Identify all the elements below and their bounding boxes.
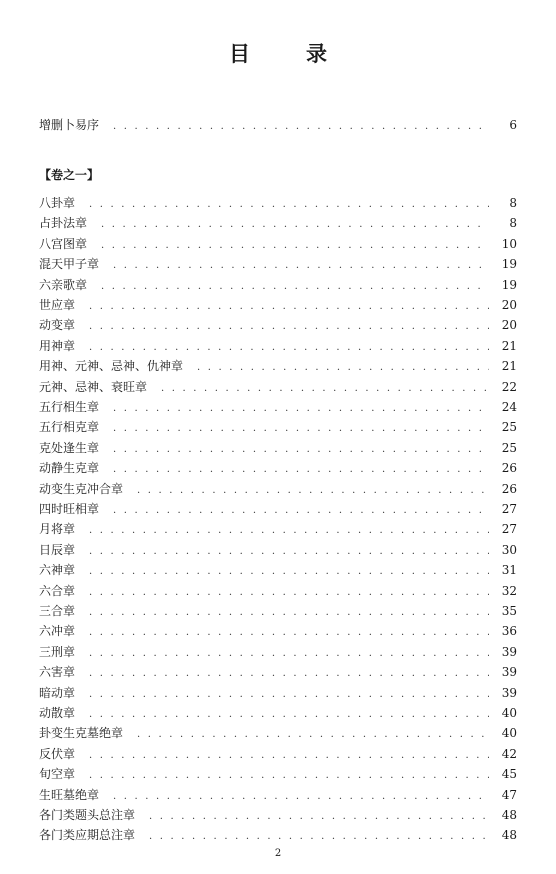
leader-dots: [113, 402, 489, 416]
leader-dots: [89, 708, 489, 722]
leader-dots: [89, 320, 489, 334]
toc-entry[interactable]: [39, 298, 517, 314]
toc-entry-page: 36: [501, 624, 517, 639]
toc-entry-page: 42: [501, 746, 517, 761]
toc-entry[interactable]: [39, 359, 517, 375]
toc-entry[interactable]: [39, 726, 517, 742]
toc-entry[interactable]: [39, 604, 517, 620]
toc-entry-label: 各门类应期总注章: [39, 828, 136, 843]
toc-entry-label: 动变生克冲合章: [39, 481, 124, 496]
toc-entry[interactable]: [39, 584, 517, 600]
toc-entry-page: 24: [501, 400, 517, 414]
toc-entry-label: 元神、忌神、衰旺章: [39, 379, 148, 394]
toc-entry[interactable]: [39, 278, 517, 294]
toc-entry-page: 25: [501, 440, 517, 455]
title-char-1: 目: [229, 42, 250, 66]
toc-entry[interactable]: [39, 400, 517, 416]
toc-entry-label: 增删卜易序: [39, 118, 100, 132]
toc-entry-label: 用神章: [39, 338, 76, 353]
leader-dots: [89, 586, 489, 600]
toc-entry-page: 48: [501, 808, 517, 822]
toc-entry-page: 22: [501, 379, 517, 394]
toc-entry-page: 8: [509, 216, 517, 231]
toc-entry-label: 五行相生章: [39, 400, 100, 414]
toc-entry-label: 生旺墓绝章: [39, 787, 100, 802]
toc-entry-page: 47: [501, 787, 517, 802]
leader-dots: [89, 626, 489, 640]
toc-entry[interactable]: [39, 563, 517, 579]
toc-entry-page: 6: [509, 118, 517, 132]
leader-dots: [89, 606, 489, 620]
toc-entry[interactable]: [39, 318, 517, 334]
toc-entry[interactable]: [39, 808, 517, 824]
toc-entry[interactable]: [39, 380, 517, 396]
toc-entry-page: 19: [501, 257, 517, 272]
leader-dots: [89, 565, 489, 579]
toc-entry[interactable]: [39, 216, 517, 232]
toc-entry-label: 动散章: [39, 706, 76, 720]
toc-entry-page: 32: [501, 583, 517, 598]
leader-dots: [161, 382, 489, 396]
toc-entry-page: 40: [501, 706, 517, 720]
toc-entry-label: 世应章: [39, 298, 76, 312]
leader-dots: [89, 667, 489, 681]
toc-entry-page: 27: [501, 502, 517, 516]
toc-entry-label: 六冲章: [39, 624, 76, 639]
toc-entry-page: 26: [501, 461, 517, 476]
toc-entry[interactable]: [39, 767, 517, 783]
toc-entry-label: 八卦章: [39, 196, 76, 210]
page-number: 2: [274, 848, 282, 859]
title-char-2: 录: [306, 42, 327, 66]
toc-entry-preface[interactable]: [39, 118, 517, 134]
toc-entry-page: 30: [501, 542, 517, 557]
toc-entry-label: 动静生克章: [39, 461, 100, 476]
leader-dots: [89, 198, 489, 212]
toc-entry-page: 39: [501, 685, 517, 700]
leader-dots: [89, 647, 489, 661]
toc-entry-label: 克处逢生章: [39, 440, 100, 455]
toc-entry[interactable]: [39, 461, 517, 477]
toc-entry-label: 月将章: [39, 522, 76, 537]
toc-entry[interactable]: [39, 788, 517, 804]
toc-entry-label: 混天甲子章: [39, 257, 100, 272]
toc-entry[interactable]: [39, 665, 517, 681]
section-heading: 【卷之一】: [39, 168, 100, 182]
leader-dots: [101, 239, 489, 253]
toc-entry[interactable]: [39, 828, 517, 844]
toc-entry[interactable]: [39, 522, 517, 538]
leader-dots: [197, 361, 489, 375]
toc-entry[interactable]: [39, 237, 517, 253]
leader-dots: [113, 422, 489, 436]
toc-entry[interactable]: [39, 196, 517, 212]
toc-entry-page: 45: [501, 767, 517, 782]
toc-entry-label: 五行相克章: [39, 420, 100, 435]
toc-entry-label: 三刑章: [39, 644, 76, 659]
leader-dots: [113, 259, 489, 273]
leader-dots: [113, 120, 489, 134]
toc-entry-label: 三合章: [39, 604, 76, 618]
leader-dots: [89, 300, 489, 314]
toc-entry-page: 48: [501, 828, 517, 843]
toc-entry-page: 39: [501, 644, 517, 659]
toc-entry[interactable]: [39, 441, 517, 457]
toc-entry-page: 10: [501, 236, 517, 251]
toc-entry[interactable]: [39, 706, 517, 722]
leader-dots: [101, 280, 489, 294]
leader-dots: [149, 830, 489, 844]
leader-dots: [101, 218, 489, 232]
toc-entry-label: 八宫图章: [39, 236, 88, 251]
leader-dots: [113, 443, 489, 457]
toc-entry[interactable]: [39, 686, 517, 702]
leader-dots: [89, 688, 489, 702]
toc-entry-page: 25: [501, 420, 517, 435]
leader-dots: [89, 545, 489, 559]
toc-entry-page: 26: [501, 481, 517, 496]
toc-entry[interactable]: [39, 645, 517, 661]
toc-entry-label: 六神章: [39, 563, 76, 578]
toc-entry-label: 六害章: [39, 665, 76, 680]
toc-entry-page: 21: [501, 359, 517, 374]
toc-entry-label: 日辰章: [39, 542, 76, 557]
toc-entry-label: 六合章: [39, 583, 76, 598]
leader-dots: [113, 790, 489, 804]
toc-entry-page: 20: [501, 318, 517, 333]
toc-entry[interactable]: [39, 747, 517, 763]
toc-entry[interactable]: [39, 257, 517, 273]
leader-dots: [137, 728, 489, 742]
leader-dots: [113, 504, 489, 518]
toc-entry[interactable]: [39, 339, 517, 355]
toc-entry-label: 反伏章: [39, 746, 76, 761]
leader-dots: [89, 341, 489, 355]
toc-entry-page: 40: [501, 726, 517, 741]
toc-entry-label: 四时旺相章: [39, 502, 100, 516]
leader-dots: [89, 769, 489, 783]
toc-entry[interactable]: [39, 502, 517, 518]
toc-entry-page: 39: [501, 665, 517, 680]
toc-entry[interactable]: [39, 624, 517, 640]
leader-dots: [149, 810, 489, 824]
leader-dots: [113, 463, 489, 477]
toc-entry-page: 19: [501, 277, 517, 292]
toc-entry-label: 暗动章: [39, 685, 76, 700]
leader-dots: [89, 749, 489, 763]
toc-entry-label: 各门类题头总注章: [39, 808, 136, 822]
page-title: [0, 38, 556, 68]
toc-entry-page: 35: [501, 604, 517, 618]
toc-entry-page: 31: [501, 563, 517, 578]
toc-entry-label: 动变章: [39, 318, 76, 333]
toc-entry-label: 卦变生克墓绝章: [39, 726, 124, 741]
toc-entry-label: 旬空章: [39, 767, 76, 782]
toc-entry-label: 用神、元神、忌神、仇神章: [39, 359, 184, 374]
toc-entry[interactable]: [39, 420, 517, 436]
toc-entry-page: 27: [501, 522, 517, 537]
toc-entry-label: 六亲歌章: [39, 277, 88, 292]
toc-entry-page: 21: [501, 338, 517, 353]
leader-dots: [137, 484, 489, 498]
toc-entry[interactable]: [39, 543, 517, 559]
toc-entry-label: 占卦法章: [39, 216, 88, 231]
toc-entry-page: 8: [509, 196, 517, 210]
toc-entry[interactable]: [39, 482, 517, 498]
toc-entry-page: 20: [501, 298, 517, 312]
leader-dots: [89, 524, 489, 538]
